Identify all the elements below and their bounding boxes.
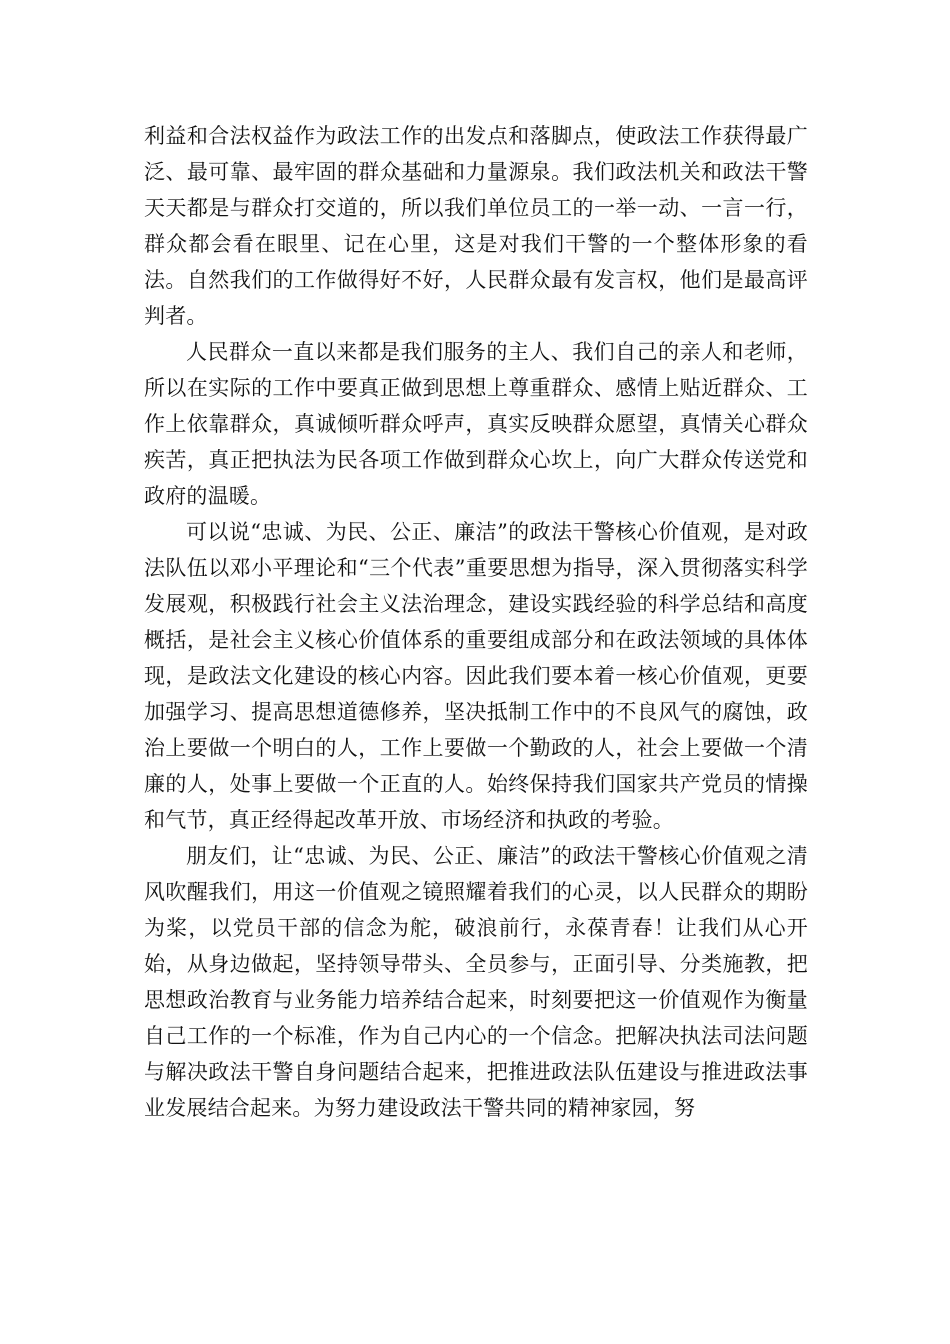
paragraph-people-masters: 人民群众一直以来都是我们服务的主人、我们自己的亲人和老师，所以在实际的工作中要真正做到思想上尊重群众、感情上贴近群众、工作上依靠群众，真诚倾听群众呼声，真实反映群众愿望，真情关心群众疾苦，真正把执法为民各项工作做到群众心坎上，向广大群众传送党和政府的温暖。 <box>144 340 808 508</box>
document-body <box>144 118 808 1126</box>
paragraph-call-to-action: 朋友们，让“忠诚、为民、公正、廉洁”的政法干警核心价值观之清风吹醒我们，用这一价值观之镜照耀着我们的心灵，以人民群众的期盼为桨，以党员干部的信念为舵，破浪前行，永葆青春！让我们从心开始，从身边做起，坚持领导带头、全员参与，正面引导、分类施教，把思想政治教育与业务能力培养结合起来，时刻要把这一价值观作为衡量自己工作的一个标准，作为自己内心的一个信念。把解决执法司法问题与解决政法干警自身问题结合起来，把推进政法队伍建设与推进政法事业发展结合起来。为努力建设政法干警共同的精神家园，努 <box>144 844 808 1120</box>
paragraph-continued: 利益和合法权益作为政法工作的出发点和落脚点，使政法工作获得最广泛、最可靠、最牢固的群众基础和力量源泉。我们政法机关和政法干警天天都是与群众打交道的，所以我们单位员工的一举一动、一言一行，群众都会看在眼里、记在心里，这是对我们干警的一个整体形象的看法。自然我们的工作做得好不好，人民群众最有发言权，他们是最高评判者。 <box>144 124 808 328</box>
paragraph-core-values: 可以说“忠诚、为民、公正、廉洁”的政法干警核心价值观，是对政法队伍以邓小平理论和“三个代表”重要思想为指导，深入贯彻落实科学发展观，积极践行社会主义法治理念，建设实践经验的科学总结和高度概括，是社会主义核心价值体系的重要组成部分和在政法领域的具体体现，是政法文化建设的核心内容。因此我们要本着一核心价值观，更要加强学习、提高思想道德修养，坚决抵制工作中的不良风气的腐蚀，政治上要做一个明白的人，工作上要做一个勤政的人，社会上要做一个清廉的人，处事上要做一个正直的人。始终保持我们国家共产党员的情操和气节，真正经得起改革开放、市场经济和执政的考验。 <box>144 520 808 832</box>
